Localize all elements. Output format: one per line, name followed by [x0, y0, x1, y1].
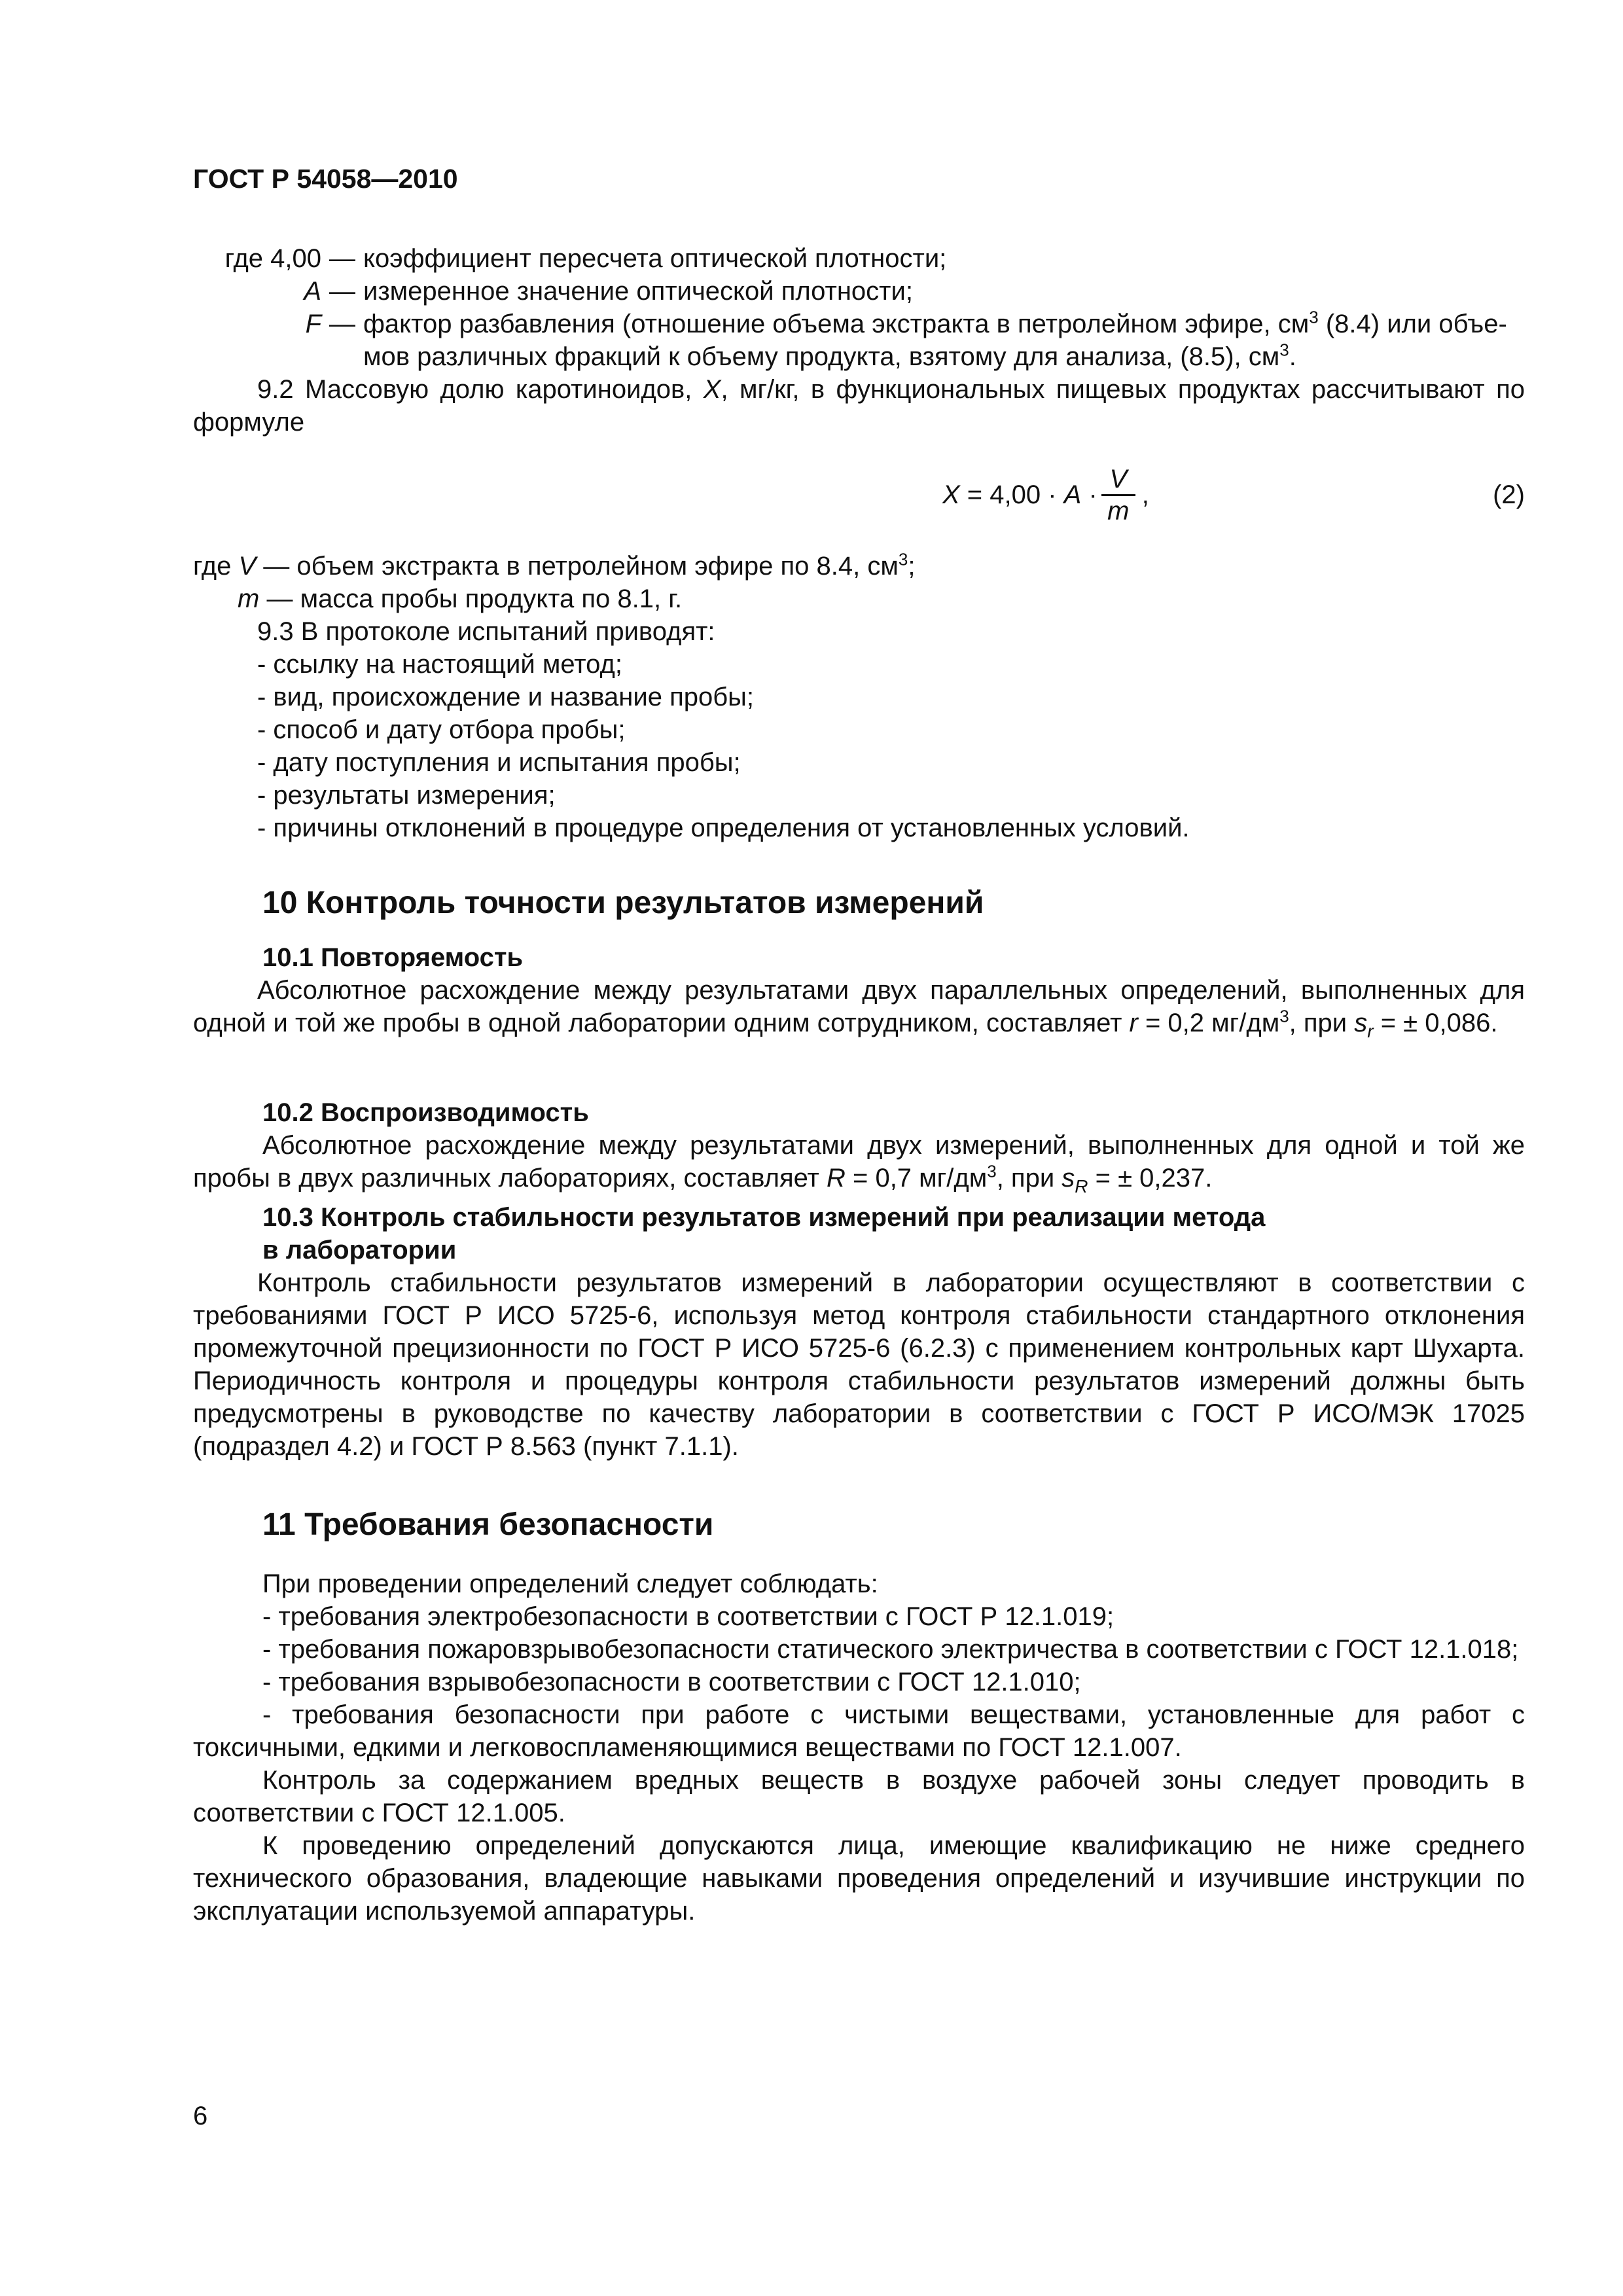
list-item: - ссылку на настоящий метод;: [257, 650, 622, 679]
formula-2: X = 4,00 · A · $\frac{V}{m}$ , (2): [942, 464, 1525, 526]
definitions-block-2: [193, 550, 1525, 615]
definition-m: m — масса пробы продукта по 8.1, г.: [238, 584, 683, 613]
definitions-block-1: [193, 242, 1525, 373]
definition-coefficient: где 4,00 — коэффициент пересчета оптической плотности;: [224, 244, 947, 273]
list-item: - причины отклонений в процедуре определения от установленных условий.: [257, 814, 1190, 842]
subsection-title: 10.2 Воспроизводимость: [262, 1098, 589, 1127]
list-item: - результаты измерения;: [257, 781, 556, 810]
section-10: [193, 884, 1525, 923]
list-item: - требования взрывобезопасности в соответствии с ГОСТ 12.1.010;: [262, 1668, 1081, 1696]
section-title: 11 Требования безопасности: [262, 1507, 714, 1542]
section-11: [193, 1505, 1525, 1545]
doc-code: ГОСТ Р 54058—2010: [193, 164, 458, 194]
subsection-title-cont: в лаборатории: [262, 1236, 457, 1265]
list-item: - требования безопасности при работе с чистыми веществами, установленные для работ с токсичными, едкими и легковоспламеняющимися веществами по ГОСТ 12.1.007.: [193, 1700, 1525, 1762]
list-item: - требования пожаровзрывобезопасности статического электричества в соответствии с ГОСТ 12.1.018;: [262, 1635, 1519, 1664]
section-11-body: При проведении определений следует соблюдать: - требования электробезопасности в соответствии с ГОСТ Р 12.1.019; - требования пожаровзрывобезопасности статического электричества в соответствии с ГОСТ 12.1.018; - требования взрывобезопасности в соответствии с ГОСТ 12.1.010; - требования безопасности при работе с чистыми веществами, установленные для работ с токсичными, едкими и легковоспламеняющимися веществами по ГОСТ 12.1.007. Контроль за содержанием вредных веществ в воздухе рабочей зоны следует проводить в соответствии с ГОСТ 12.1.005. К проведению определений допускаются лица, имеющие квалификацию не ниже среднего технического образования, владеющие навыками проведения определений и изучившие инструкции по эксплуатации используемой аппаратуры.: [193, 1570, 1525, 1926]
section-title: 10 Контроль точности результатов измерений: [262, 886, 984, 920]
document-header: [193, 162, 1525, 195]
equation-number: (2): [1493, 480, 1525, 509]
list-item: - требования электробезопасности в соответствии с ГОСТ Р 12.1.019;: [262, 1602, 1115, 1631]
clause-9-2: 9.2 Массовую долю каротиноидов, X, мг/кг, в функциональных пищевых продуктах рассчитывают по формуле: [193, 375, 1525, 437]
list-item: - дату поступления и испытания пробы;: [257, 748, 741, 777]
list-item: - способ и дату отбора пробы;: [257, 715, 626, 744]
clause-9-3: 9.3 В протоколе испытаний приводят: - ссылку на настоящий метод; - вид, происхождение и название пробы; - способ и дату отбора пробы; - дату поступления и испытания пробы; - результаты измерения; - причины отклонений в процедуре определения от установленных условий.: [193, 615, 1525, 844]
subsection-title: 10.3 Контроль стабильности результатов измерений при реализации метода: [262, 1203, 1266, 1232]
definition-a: A — измеренное значение оптической плотности;: [304, 277, 913, 306]
subsection-10-2: 10.2 Воспроизводимость Абсолютное расхождение между результатами двух измерений, выполненных для одной и той же пробы в двух различных лабораториях, составляет R = 0,7 $мг/дм^3$, при $s_R$ = ± 0,237.: [193, 1096, 1525, 1194]
fraction-v-over-m: $\frac{V}{m}$: [1101, 464, 1135, 526]
list-item: - вид, происхождение и название пробы;: [257, 683, 755, 711]
subsection-10-1: 10.1 Повторяемость Абсолютное расхождение между результатами двух параллельных определений, выполненных для одной и той же пробы в одной лаборатории одним сотрудником, составляет r = 0,2 $мг/дм^3$, при $s_r$ = ± 0,086.: [193, 941, 1525, 1039]
subsection-title: 10.1 Повторяемость: [262, 943, 524, 972]
definition-v: где V — объем экстракта в петролейном эфире по 8.4, $см^3$;: [193, 549, 916, 581]
definition-f: F — фактор разбавления (отношение объема экстракта в петролейном эфире, $см^3$ (8.4) или объе- мов различных фракций к объему продукта, взятому для анализа, (8.5), $см^3$.: [305, 307, 1507, 371]
page-number: 6: [193, 2102, 208, 2130]
subsection-10-3: 10.3 Контроль стабильности результатов измерений при реализации метода в лаборатории Контроль стабильности результатов измерений в лаборатории осуществляют в соответствии с требованиями ГОСТ Р ИСО 5725-6, используя метод контроля стабильности стандартного отклонения промежуточной прецизионности по ГОСТ Р ИСО 5725-6 (6.2.3) с применением контрольных карт Шухарта. Периодичность контроля и процедуры контроля стабильности результатов измерений должны быть предусмотрены в руководстве по качеству лаборатории в соответствии с ГОСТ Р ИСО/МЭК 17025 (подраздел 4.2) и ГОСТ Р 8.563 (пункт 7.1.1).: [193, 1201, 1525, 1463]
